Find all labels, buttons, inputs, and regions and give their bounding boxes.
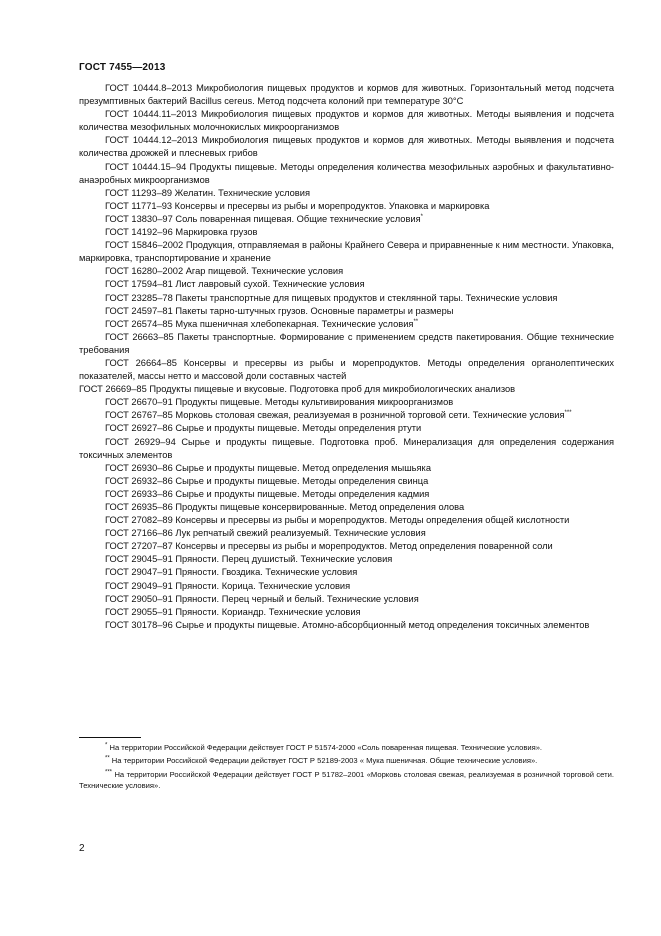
reference-text: ГОСТ 30178–96 Сырье и продукты пищевые. Атомно-абсорбционный метод определения токсичных элементов	[105, 619, 590, 630]
reference-item	[79, 318, 614, 331]
reference-item	[79, 396, 614, 409]
footnote-text: На территории Российской Федерации действует ГОСТ Р 51782–2001 «Морковь столовая свежая, реализуемая в розничной торговой сети. Технические условия».	[79, 769, 614, 791]
reference-text: ГОСТ 26574–85 Мука пшеничная хлебопекарная. Технические условия	[105, 318, 414, 329]
reference-text: ГОСТ 26664–85 Консервы и пресервы из рыбы и морепродуктов. Методы определения органолептических показателей, массы нетто и массовой доли составных частей	[79, 357, 614, 382]
reference-text: ГОСТ 27082–89 Консервы и пресервы из рыбы и морепродуктов. Методы определения общей кислотности	[105, 515, 570, 526]
reference-text: ГОСТ 26767–85 Морковь столовая свежая, реализуемая в розничной торговой сети. Технические условия	[105, 410, 565, 421]
reference-item	[79, 278, 614, 291]
normative-references-list	[79, 82, 614, 632]
reference-text: ГОСТ 24597–81 Пакеты тарно-штучных грузов. Основные параметры и размеры	[105, 305, 454, 316]
footnote-marker: **	[413, 318, 419, 325]
reference-text: ГОСТ 26670–91 Продукты пищевые. Методы культивирования микроорганизмов	[105, 397, 454, 408]
reference-text: ГОСТ 13830–97 Соль поваренная пищевая. Общие технические условия	[105, 213, 421, 224]
reference-item	[79, 606, 614, 619]
reference-text: ГОСТ 27166–86 Лук репчатый свежий реализуемый. Технические условия	[105, 528, 426, 539]
reference-text: ГОСТ 29049–91 Пряности. Корица. Технические условия	[105, 580, 351, 591]
reference-item	[79, 305, 614, 318]
footnote	[79, 769, 614, 792]
reference-item	[79, 82, 614, 108]
reference-item	[79, 553, 614, 566]
reference-item	[79, 540, 614, 553]
reference-text: ГОСТ 29047–91 Пряности. Гвоздика. Технические условия	[105, 567, 358, 578]
reference-item	[79, 331, 614, 357]
reference-text: ГОСТ 27207–87 Консервы и пресервы из рыбы и морепродуктов. Метод определения поваренной соли	[105, 541, 553, 552]
reference-text: ГОСТ 26932–86 Сырье и продукты пищевые. Методы определения свинца	[105, 475, 429, 486]
reference-item	[79, 566, 614, 579]
reference-text: ГОСТ 10444.15–94 Продукты пищевые. Методы определения количества мезофильных аэробных и факультативно-анаэробных микроорганизмов	[79, 161, 614, 185]
reference-item	[79, 226, 614, 239]
reference-item	[79, 161, 614, 187]
reference-item	[79, 514, 614, 527]
footnote-marker: ***	[105, 769, 113, 776]
reference-item	[79, 239, 614, 265]
reference-item	[79, 357, 614, 383]
reference-text: ГОСТ 11293–89 Желатин. Технические условия	[105, 187, 310, 198]
reference-item	[79, 200, 614, 213]
reference-text: ГОСТ 10444.8–2013 Микробиология пищевых продуктов и кормов для животных. Горизонтальный метод подсчета презумптивных бактерий Bacillus cereus. Метод подсчета колоний при температуре 30°С	[79, 83, 614, 107]
reference-item	[79, 292, 614, 305]
reference-text: ГОСТ 23285–78 Пакеты транспортные для пищевых продуктов и стеклянной тары. Технические условия	[105, 292, 558, 303]
reference-text: ГОСТ 26669–85 Продукты пищевые и вкусовые. Подготовка проб для микробиологических анализов	[79, 384, 516, 395]
reference-item	[79, 422, 614, 435]
reference-item	[79, 462, 614, 475]
reference-text: ГОСТ 29045–91 Пряности. Перец душистый. Технические условия	[105, 554, 393, 565]
footnote-separator	[79, 737, 141, 738]
reference-text: ГОСТ 10444.12–2013 Микробиология пищевых продуктов и кормов для животных. Методы выявления и подсчета количества дрожжей и плесневых грибов	[79, 135, 614, 159]
reference-item	[79, 187, 614, 200]
reference-text: ГОСТ 26933–86 Сырье и продукты пищевые. Методы определения кадмия	[105, 488, 430, 499]
footnote-marker: **	[105, 755, 110, 762]
reference-text: ГОСТ 14192–96 Маркировка грузов	[105, 227, 258, 238]
reference-text: ГОСТ 16280–2002 Агар пищевой. Технические условия	[105, 266, 344, 277]
page-number: 2	[79, 843, 85, 854]
reference-item	[79, 619, 614, 632]
reference-item	[79, 580, 614, 593]
reference-text: ГОСТ 29055–91 Пряности. Кориандр. Технические условия	[105, 606, 361, 617]
reference-item	[79, 475, 614, 488]
reference-text: ГОСТ 11771–93 Консервы и пресервы из рыбы и морепродуктов. Упаковка и маркировка	[105, 200, 490, 211]
reference-text: ГОСТ 17594–81 Лист лавровый сухой. Технические условия	[105, 279, 365, 290]
reference-item	[79, 409, 614, 422]
reference-text: ГОСТ 29050–91 Пряности. Перец черный и белый. Технические условия	[105, 593, 419, 604]
reference-text: ГОСТ 15846–2002 Продукция, отправляемая в районы Крайнего Севера и приравненные к ним местности. Упаковка, маркировка, транспортирование и хранение	[79, 240, 614, 264]
footnote-text: На территории Российской Федерации действует ГОСТ Р 51574-2000 «Соль поваренная пищевая. Технические условия».	[109, 743, 543, 752]
reference-item	[79, 436, 614, 462]
footnote-marker: *	[420, 213, 423, 220]
reference-text: ГОСТ 26663–85 Пакеты транспортные. Формирование с применением средств пакетирования. Общие технические требования	[79, 331, 614, 355]
reference-text: ГОСТ 10444.11–2013 Микробиология пищевых продуктов и кормов для животных. Методы выявления и подсчета количества мезофильных молочнокислых микроорганизмов	[79, 109, 614, 133]
reference-item	[79, 527, 614, 540]
footnotes-section	[79, 742, 614, 794]
reference-item	[79, 488, 614, 501]
reference-item	[79, 265, 614, 278]
reference-item	[79, 134, 614, 160]
reference-item	[79, 593, 614, 606]
footnote	[79, 755, 614, 766]
reference-text: ГОСТ 26927–86 Сырье и продукты пищевые. Методы определения ртути	[105, 423, 422, 434]
reference-item	[79, 108, 614, 134]
reference-text: ГОСТ 26930–86 Сырье и продукты пищевые. Метод определения мышьяка	[105, 462, 431, 473]
footnote-marker: *	[105, 742, 108, 749]
reference-text: ГОСТ 26935–86 Продукты пищевые консервированные. Метод определения олова	[105, 502, 465, 512]
footnote-text: На территории Российской Федерации действует ГОСТ Р 52189-2003 « Мука пшеничная. Общие технические условия».	[111, 756, 538, 766]
reference-item	[79, 383, 614, 396]
footnote-marker: ***	[564, 410, 572, 417]
footnote	[79, 742, 614, 753]
reference-item	[79, 501, 614, 514]
document-header: ГОСТ 7455—2013	[79, 62, 166, 73]
reference-text: ГОСТ 26929–94 Сырье и продукты пищевые. Подготовка проб. Минерализация для определения содержания токсичных элементов	[79, 436, 614, 460]
reference-item	[79, 213, 614, 226]
